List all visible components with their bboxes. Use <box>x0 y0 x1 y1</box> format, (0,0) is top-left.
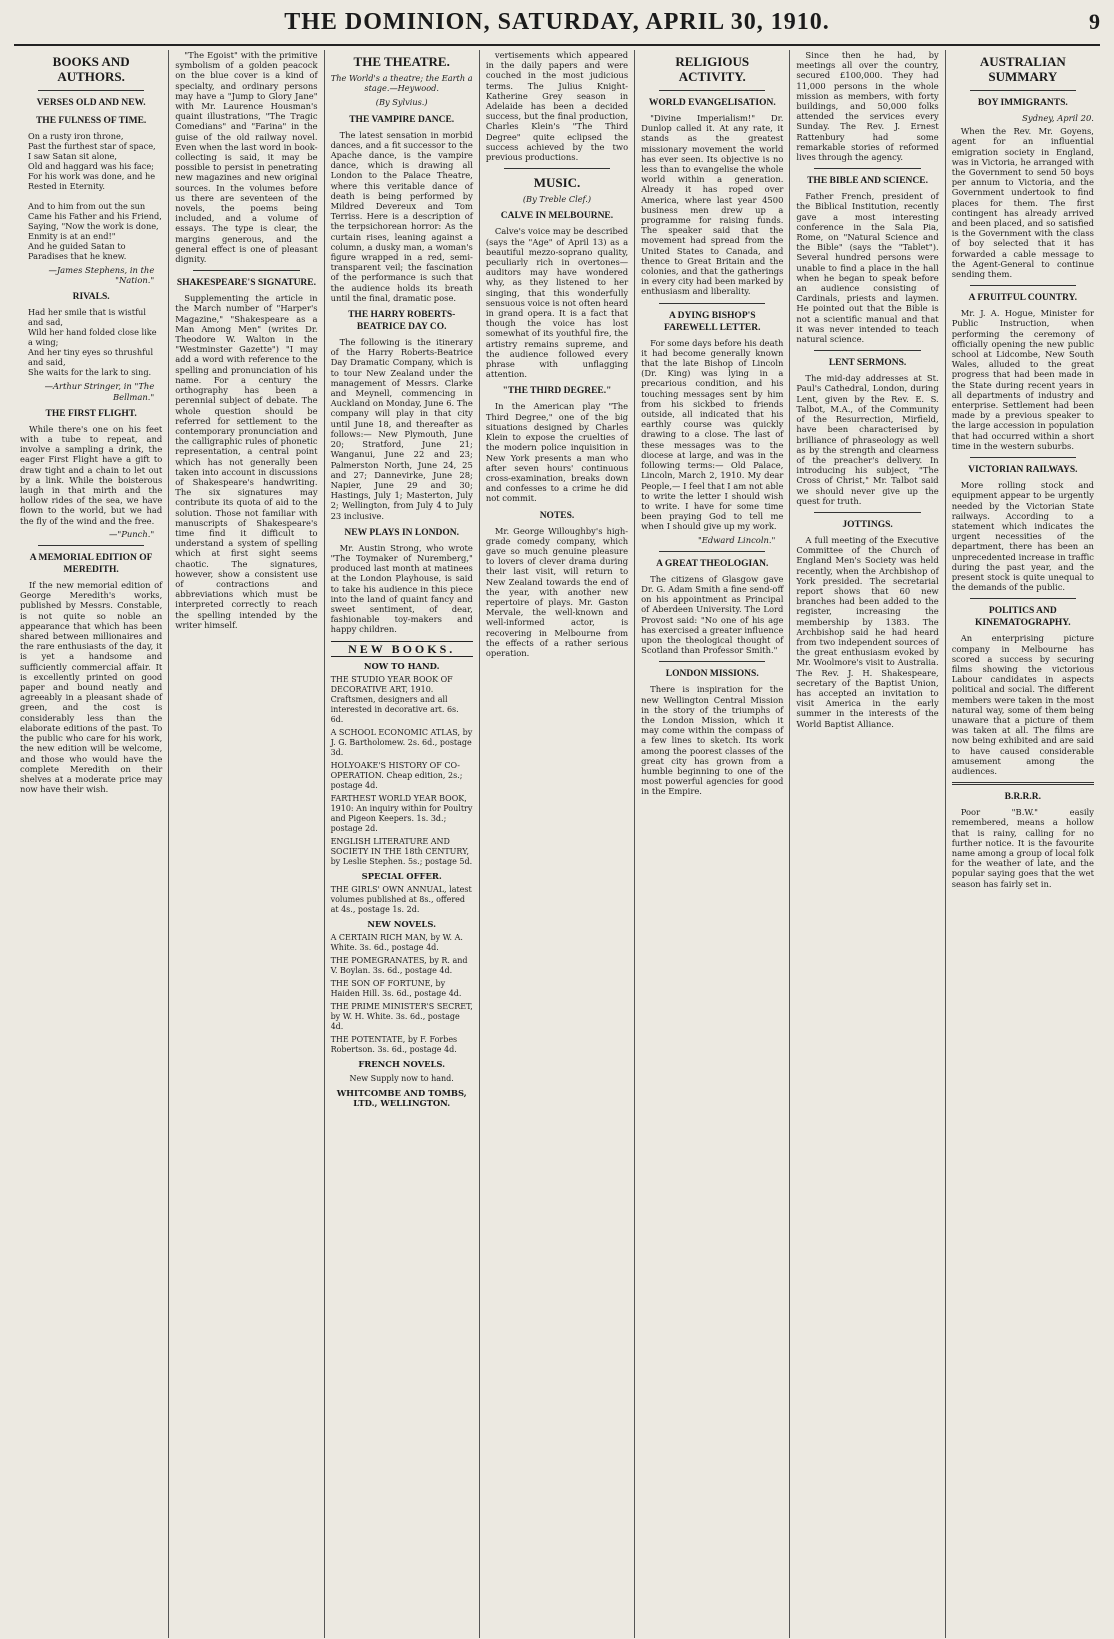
article-heading: VICTORIAN RAILWAYS. <box>968 465 1078 476</box>
article-text: The following is the itinerary of the Harry Roberts-Beatrice Day Dramatic Company, which is to tour New Zealand under the management of Messrs. Clarke and Meynell, commencing in Auckland on Monday, June 6. The company will play in that city until June 18, and thereafter as follows:— New Plymouth, June 20; Stratford, June 21; Wanganui, June 22 and 23; Palmerston North, June 24, 25 and 27; Dannevirke, June 28; Napier, June 29 and 30; Hastings, July 1; Masterton, July 2; Wellington, from July 4 to July 23 inclusive. <box>330 337 473 521</box>
column-music <box>480 50 635 1638</box>
advert-publisher: WHITCOMBE AND TOMBS, LTD., WELLINGTON. <box>336 1087 467 1108</box>
article-heading: A DYING BISHOP'S FAREWELL LETTER. <box>664 310 761 333</box>
poem-text: While there's one on his feet with a tube to repeat, and involve a sampling a drink, the eager First Flight have a gift to draw tight and a chain to let out by a link. While the boisterous laugh in that mirth and the hollow rides of the sea, we have flown to the world, but we had the fly of the wind and the free. <box>20 423 163 526</box>
article-text: When the Rev. Mr. Goyens, agent for an influential emigration society in England, was in Victoria, he arranged with the Government to send 50 boys per annum to Victoria, and the Government undertook to find places for them. The first contingent has already arrived and been placed, and so satisfied is the Government with the class of boy selected that it has forwarded a cable message to the Agent-General to continue sending them. <box>951 126 1094 280</box>
advert-subheading: NEW NOVELS. <box>367 919 436 930</box>
article-heading: WORLD EVANGELISATION. <box>648 98 776 108</box>
poem-attribution: —"Punch." <box>109 528 155 539</box>
article-text: The citizens of Glasgow gave Dr. G. Adam Smith a fine send-off on his appointment as Principal of Aberdeen University. The Lord Provost said: "No one of his age has exercised a greater influence upon the theological thought of Scotland than Professor Smith." <box>641 573 784 656</box>
article-text: There is inspiration for the new Wellington Central Mission in the story of the triumphs of the London Mission, which it may come within the compass of a few lines to sketch. Its work among the poorest classes of the great city has grown from a humble beginning to one of the most powerful agencies for good in the Empire. <box>641 684 784 797</box>
poem-attribution: —Arthur Stringer, in "The Bellman." <box>44 381 155 402</box>
article-heading: SHAKESPEARE'S SIGNATURE. <box>176 278 317 289</box>
advert-item: A CERTAIN RICH MAN, by W. A. White. 3s. 6d., postage 4d. <box>330 933 463 953</box>
columns <box>14 50 1100 1638</box>
article-text: Supplementing the article in the March number of "Harper's Magazine," "Shakespeare as a Man Among Men" (writes Dr. Theodore W. Walton in the "Westminster Gazette") "I may add a word with reference to the spelling and pronunciation of his name. For a century the orthography has been a perennial subject of debate. The whole question should be referred for settlement to the contemporary pronunciation and the calligraphic rules of phonetic representation, a central point which has not generally been taken into account in discussions of Shakespeare's handwriting. The six signatures may contribute its quota of aid to the solution. Those not familiar with manuscripts of Shakespeare's time find it difficult to understand a system of spelling which at first sight seems chaotic. The signatures, however, show a consistent use of contractions and abbreviations which must be interpreted correctly to reach the spelling intended by the writer himself. <box>175 293 318 630</box>
poem-text: Had her smile that is wistful and sad, Wild her hand folded close like a wing; And her tiny eyes so thrushful and said, She waits for the lark to sing. <box>28 307 157 378</box>
article-text: "The Egoist" with the primitive symbolism of a golden peacock on the blue cover is a kind of specialty, and ordinary persons may have a "Jump to Glory Jane" with Mr. Laurence Housman's quaint illustrations, "The Tragic Comedians" and "Farina" in the guise of the old railway novel. Even when the last word in book-collecting is said, it may be possible to persist in penetrating new magazines and new original sources. In the volumes before us there are seventeen of the novels, the poems being included, and a volume of essays. The type is clear, the margins generous, and the general effect is one of pleasant dignity. <box>175 50 318 265</box>
advert-heading: NEW BOOKS. <box>331 641 473 657</box>
poem-title: THE FULNESS OF TIME. <box>35 116 147 126</box>
column-religion-cont <box>790 50 945 1638</box>
byline: (By Treble Clef.) <box>522 194 592 205</box>
article-text: Calve's voice may be described (says the "Age" of April 13) as a beautiful mezzo-soprano quality, peculiarly rich in overtones—auditors may have wondered why, as they listened to her singing, that this wonderfully sensuous voice is not often heard in grand opera. It is a fact that though the voice has lost somewhat of its youthful fire, the artistry remains supreme, and the audience followed every phrase with unflagging attention. <box>485 226 629 380</box>
article-heading: JOTTINGS. <box>842 519 893 530</box>
article-text: Mr. J. A. Hogue, Minister for Public Instruction, when performing the ceremony of officially opening the new public school at Lidcombe, New South Wales, alluded to the great progress that had been made in the State during recent years in all departments of industry and enterprise. Settlement had been made by a previous speaker to the large accession in population that had occurred within a short time in the western suburbs. <box>951 308 1094 451</box>
column-theatre <box>325 50 480 1638</box>
article-text: vertisements which appeared in the daily papers and were couched in the most judicious terms. The Julius Knight-Katherine Grey season in Adelaide has been a decided success, but the final production, Charles Klein's "The Third Degree" quite eclipsed the success achieved by the two previous productions. <box>485 50 629 163</box>
section-heading: MUSIC. <box>533 175 581 191</box>
advert-item: THE STUDIO YEAR BOOK OF DECORATIVE ART, 1910. Craftsmen, designers and all interested in decorative art. 6s. 6d. <box>330 674 459 724</box>
article-text: For some days before his death it had become generally known that the late Bishop of Lincoln (Dr. King) was lying in a precarious condition, and his touching messages sent by him from his sickbed to friends outside, all indicated that his earthly course was quickly drawing to a close. The last of these messages was to the diocese at large, and was in the following terms:— Old Palace, Lincoln, March 2, 1910. My dear People,— I feel that I am not able to write the letter I should wish to write. I have for some time been praying God to tell me when I should give up my work. <box>641 337 784 532</box>
section-heading: AUSTRALIAN SUMMARY <box>979 54 1066 84</box>
newspaper-title: THE DOMINION, SATURDAY, APRIL 30, 1910. <box>284 8 830 35</box>
dateline: Sydney, April 20. <box>1022 113 1094 123</box>
section-heading: THE THEATRE. <box>353 54 450 69</box>
advert-item: THE GIRLS' OWN ANNUAL, latest volumes published at 8s., offered at 4s., postage 1s. 2d. <box>330 885 472 915</box>
section-motto: The World's a theatre; the Earth a stage.—Heywood. <box>330 73 473 94</box>
advert-subheading: SPECIAL OFFER. <box>361 870 442 881</box>
article-heading: CALVE IN MELBOURNE. <box>500 211 614 222</box>
column-australian <box>946 50 1100 1638</box>
article-text: "Divine Imperialism!" Dr. Dunlop called it. At any rate, it stands as the greatest missionary movement the world has ever seen. Its objective is no less than to evangelise the whole world within a generation. Already it has roped over America, where last year 4500 business men drew up a programme for raising funds. The speaker said that the movement had spread from the United States to Canada, and thence to Great Britain and the colonies, and that the gatherings in every city had been marked by enthusiasm and liberality. <box>641 113 784 297</box>
masthead <box>14 0 1100 46</box>
article-heading: THE BIBLE AND SCIENCE. <box>807 176 928 187</box>
article-text: The mid-day addresses at St. Paul's Cathedral, London, during Lent, given by the Rev. E. S. Talbot, M.A., of the Community of the Resurrection, Mirfield, have been characterised by brilliance of phraseology as well as by the strength and clearness of the preacher's delivery. In introducing his subject, "The Cross of Christ," Mr. Talbot said we should never give up the quest for truth. <box>796 373 939 506</box>
article-heading: THE HARRY ROBERTS-BEATRICE DAY CO. <box>348 310 456 333</box>
advert-item: ENGLISH LITERATURE AND SOCIETY IN THE 18th CENTURY, by Leslie Stephen. 5s.; postage 5d. <box>330 836 473 866</box>
poem-attribution: —James Stephens, in the "Nation." <box>48 265 155 286</box>
article-heading: NOTES. <box>539 510 575 521</box>
article-text: Father French, president of the Biblical Institution, recently gave a most interesting conference in the Sala Pia, Rome, on "Natural Science and the Bible" (says the "Tablet"). Several hundred persons were unable to find a place in the hall when he began to speak before an audience consisting of Cardinals, priests and laymen. He pointed out that the Bible is not a scientific manual and that it was never intended to teach natural science. <box>796 191 939 345</box>
column-religion <box>635 50 790 1638</box>
article-text: If the new memorial edition of George Meredith's works, published by Messrs. Constable, is not quite so noble an appearance that which has been shared between millionaires and the rare enthusiasts of the day, it is yet a handsome and sufficiently commercial affair. It is excellently printed on good paper and bound neatly and agreeably in a pleasant shade of green, and the cost is considerably less than the elaborate editions of the past. To the public who care for his work, the new edition will be welcome, and those who would have the complete Meredith on their shelves at a moderate price may now have their wish. <box>20 580 163 795</box>
column-books-cont <box>169 50 324 1638</box>
advert-subheading: FRENCH NOVELS. <box>358 1059 446 1070</box>
article-text: Mr. George Willoughby's high-grade comedy company, which gave so much genuine pleasure to lovers of clever drama during their last visit, will return to New Zealand towards the end of the year, with another new repertoire of plays. Mr. Gaston Mervale, the well-known and well-informed actor, is recovering in Melbourne from the effects of a rather serious operation. <box>485 525 629 658</box>
advert-item: THE SON OF FORTUNE, by Haiden Hill. 3s. 6d., postage 4d. <box>330 979 462 999</box>
sub-heading: VERSES OLD AND NEW. <box>36 98 146 108</box>
article-heading: A FRUITFUL COUNTRY. <box>968 293 1077 304</box>
letter-signature: "Edward Lincoln." <box>697 534 776 545</box>
advert-item: THE PRIME MINISTER'S SECRET, by W. H. White. 3s. 6d., postage 4d. <box>330 1002 473 1032</box>
article-text: More rolling stock and equipment appear to be urgently needed by the Victorian State railways. According to a statement which indicates the urgent necessities of the department, there has been an unprecedented increase in traffic during the past year, and the present stock is quite unequal to the demands of the public. <box>951 480 1094 593</box>
column-books <box>14 50 169 1638</box>
article-heading: "THE THIRD DEGREE." <box>502 386 612 397</box>
poem-text: On a rusty iron throne, Past the furthest star of space, I saw Satan sit alone, Old and haggard was his face; For his work was done, and he Rested in Eternity. And to him from out the sun Came his Father and his Friend, Saying, "Now the work is done, Enmity is at an end!" And he guided Satan to Paradises that he knew. <box>28 131 162 261</box>
advert-item: FARTHEST WORLD YEAR BOOK, 1910: An inquiry within for Poultry and Pigeon Keepers. 1s. 3d.; postage 2d. <box>330 793 473 833</box>
article-heading: BOY IMMIGRANTS. <box>977 98 1068 108</box>
article-heading: A GREAT THEOLOGIAN. <box>656 558 769 569</box>
advert-item: THE POTENTATE, by F. Forbes Robertson. 3s. 6d., postage 4d. <box>330 1035 458 1055</box>
advert-item: THE POMEGRANATES, by R. and V. Boylan. 3s. 6d., postage 4d. <box>330 956 468 976</box>
page-number: 9 <box>1089 9 1100 34</box>
article-text: Poor "B.W." easily remembered, means a hollow that is rainy, calling for no further notice. It is the favourite name among a group of local folk for the weather of late, and the popular saying goes that the wet season has fairly set in. <box>951 807 1094 889</box>
article-heading: LENT SERMONS. <box>828 358 907 369</box>
advert-item: New Supply now to hand. <box>349 1073 454 1083</box>
advert-item: HOLYOAKE'S HISTORY OF CO-OPERATION. Cheap edition, 2s.; postage 4d. <box>330 760 463 790</box>
byline: (By Sylvius.) <box>375 97 428 108</box>
article-heading: POLITICS AND KINEMATOGRAPHY. <box>975 606 1071 629</box>
article-heading: B.R.R.R. <box>1004 792 1042 803</box>
advert-item: A SCHOOL ECONOMIC ATLAS, by J. G. Bartholomew. 2s. 6d., postage 3d. <box>330 727 473 757</box>
article-heading: NEW PLAYS IN LONDON. <box>344 527 459 538</box>
article-text: In the American play "The Third Degree," one of the big situations designed by Charles Klein to expose the cruelties of the modern police inquisition in New York presents a man who after seven hours' continuous cross-examination, breaks down and confesses to a crime he did not commit. <box>485 401 629 504</box>
article-text: An enterprising picture company in Melbourne has scored a success by securing films showing the victorious Labour candidates in aspects political and social. The different members were taken in the most natural way, some of them being unaware that a picture of them was taken at all. The films are now being exhibited and are said to have caused considerable amusement among the audiences. <box>951 633 1094 776</box>
section-heading: RELIGIOUS ACTIVITY. <box>675 54 750 84</box>
article-heading: THE VAMPIRE DANCE. <box>349 114 455 125</box>
article-text: Mr. Austin Strong, who wrote "The Toymaker of Nuremberg," produced last month at matinees at the London Playhouse, is said to take his audience in this piece into the land of quaint fancy and sweet sentiment, of dear, fashionable toy-makers and happy children. <box>330 542 473 635</box>
poem-title: THE FIRST FLIGHT. <box>45 408 137 419</box>
section-heading: BOOKS AND AUTHORS. <box>52 54 130 84</box>
article-text: The latest sensation in morbid dances, and a fit successor to the Apache dance, is the vampire dance, which is drawing all London to the Palace Theatre, where this veritable dance of death is being performed by Mildred Devereux and Tom Terriss. Here is a description of the terpsichorean horror: As the curtain rises, leaning against a column, a dusky man, a woman's figure wrapped in a red, semi-transparent veil; the fascination of the performance is such that the audience holds its breath until the final, dramatic pose. <box>330 129 473 303</box>
article-heading: A MEMORIAL EDITION OF MEREDITH. <box>29 553 153 576</box>
article-text: Since then he had, by meetings all over the country, secured £100,000. They had 11,000 persons in the whole mission as members, with forty buildings, and 50,000 folks attended the services every Sunday. The Rev. J. Ernest Rattenbury had some remarkable stories of reformed lives through the agency. <box>796 50 939 163</box>
poem-title: RIVALS. <box>72 292 110 303</box>
article-heading: LONDON MISSIONS. <box>665 669 759 680</box>
advert-subheading: NOW TO HAND. <box>363 660 440 671</box>
article-text: A full meeting of the Executive Committee of the Church of England Men's Society was held recently, when the Archbishop of York presided. The secretarial report shows that 60 new branches had been added to the register, increasing the membership by 1383. The Archbishop said he had heard from two independent sources of the great enthusiasm evoked by Mr. Woolmore's visit to Australia. The Rev. J. H. Shakespeare, secretary of the Baptist Union, has accepted an invitation to visit America in the early summer in the interests of the World Baptist Alliance. <box>796 534 939 729</box>
